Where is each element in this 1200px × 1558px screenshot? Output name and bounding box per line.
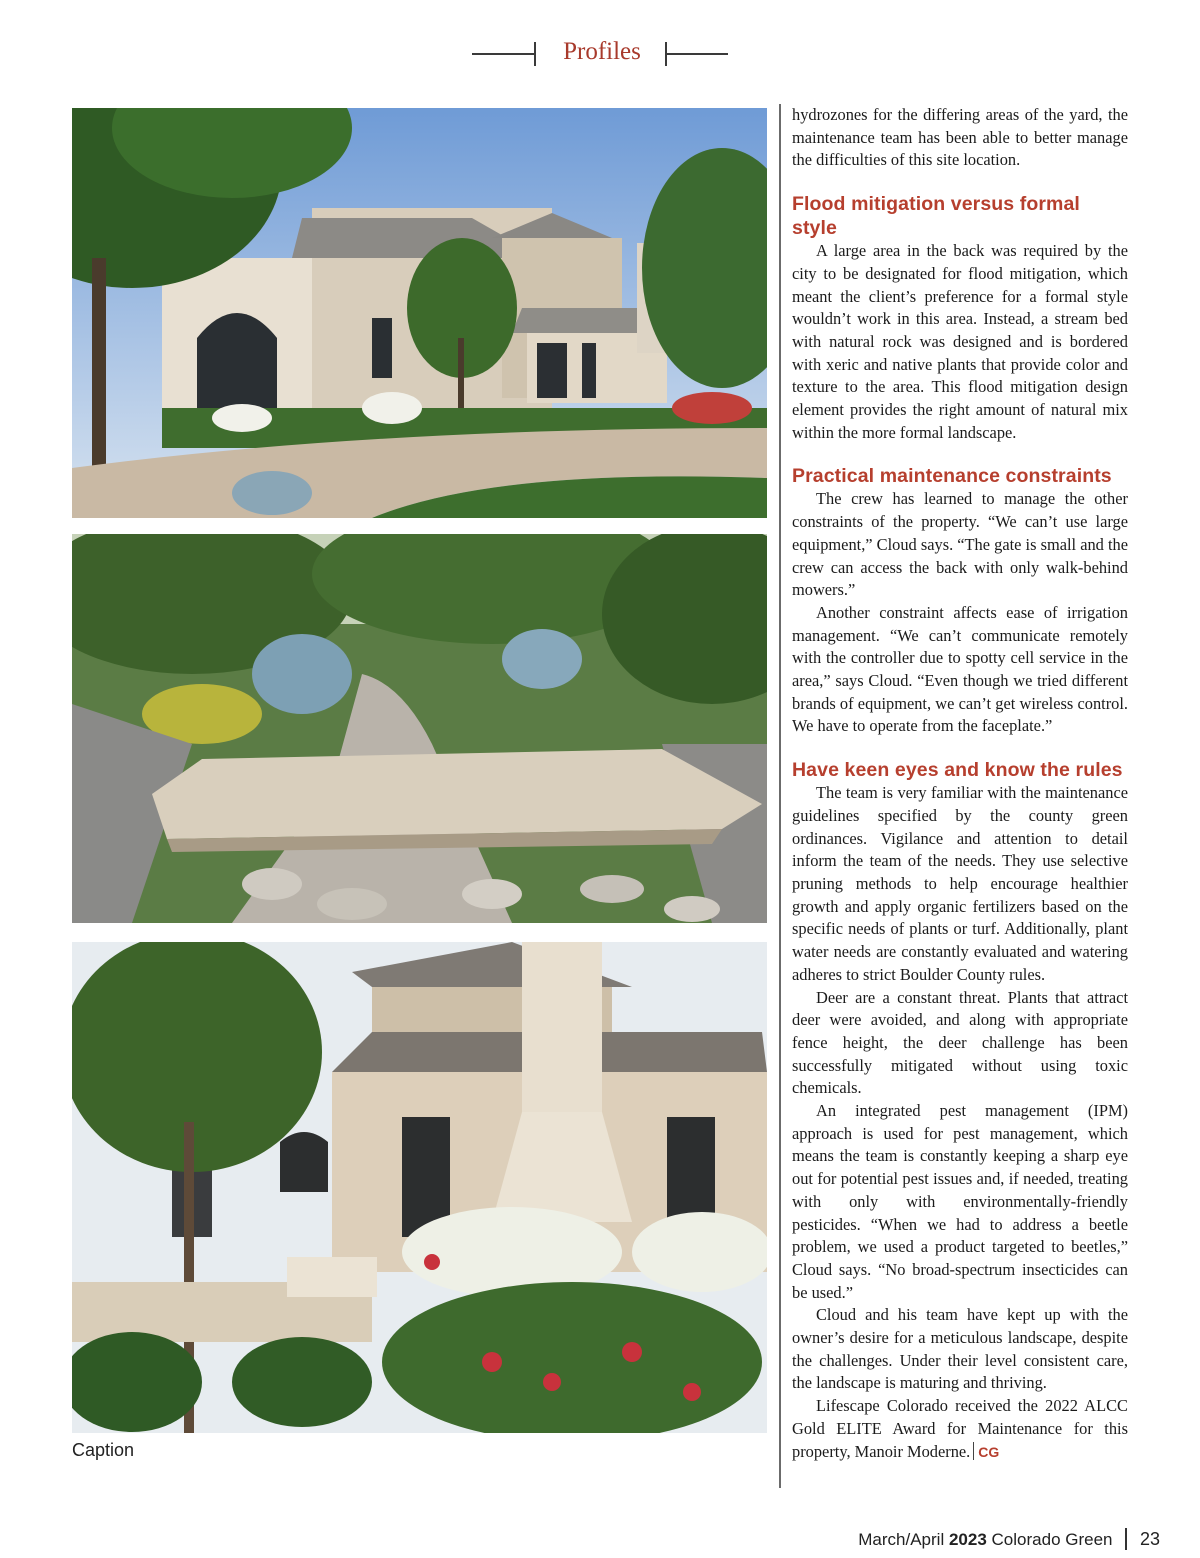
article-column xyxy=(792,104,1128,1463)
paragraph: An integrated pest management (IPM) approach is used for pest management, which means the team is constantly keeping a sharp eye out for potential pest issues and, if needed, treating with only with environmentally-friendly pesticides. “When we had to address a beetle problem, we used a product targeted to beetles,” Cloud says. “No broad-spectrum insecticides can be used.” xyxy=(792,1101,1128,1302)
section-title: Profiles xyxy=(563,38,641,65)
footer-separator xyxy=(1125,1528,1127,1550)
signoff-bar xyxy=(973,1442,974,1460)
photo-caption: Caption xyxy=(72,1440,135,1460)
photo-stream-bed xyxy=(72,534,767,923)
paragraph: Another constraint affects ease of irrigation management. “We can’t communicate remotely with the controller due to spotty cell service in the area,” says Cloud. “Even though we tried different brands of equipment, we can’t get wireless control. We have to operate from the faceplate.” xyxy=(792,602,1128,736)
paragraph: Cloud and his team have kept up with the owner’s desire for a meticulous landscape, despite the challenges. Under their level consistent care, the landscape is maturing and thriving. xyxy=(792,1305,1128,1393)
footer-year: 2023 xyxy=(948,1530,987,1549)
page-header xyxy=(0,36,1200,72)
footer-magazine: Colorado Green xyxy=(991,1530,1113,1549)
subheading: Flood mitigation versus formal style xyxy=(792,193,1080,240)
paragraph: The crew has learned to manage the other constraints of the property. “We can’t use large equipment,” Cloud says. “The gate is small and the crew can access the back with only walk-behind mowers.” xyxy=(792,489,1128,600)
page-footer xyxy=(700,1528,1160,1550)
subheading: Have keen eyes and know the rules xyxy=(792,759,1123,782)
page-number: 23 xyxy=(1139,1529,1160,1549)
header-tick-left xyxy=(534,42,536,66)
paragraph: Deer are a constant threat. Plants that attract deer were avoided, and along with appropriate fence height, the deer challenge has been successfully mitigated without using toxic chemicals. xyxy=(792,987,1128,1098)
footer-issue: March/April xyxy=(858,1530,945,1549)
paragraph: The team is very familiar with the maintenance guidelines specified by the county green ordinances. Vigilance and attention to detail inform the team of the needs. They use selective pruning methods to help encourage healthier growth and apply organic fertilizers based on the specific needs of plants or turf. Additionally, plant water needs are constantly evaluated and watering adheres to strict Boulder County rules. xyxy=(792,783,1128,984)
paragraph: A large area in the back was required by the city to be designated for flood mitigation, which meant the client’s preference for a formal style wouldn’t work in this area. Instead, a stream bed with natural rock was designed and is bordered with xeric and native plants that provide color and texture to the area. This flood mitigation design element provides the right amount of natural mix within the more formal landscape. xyxy=(792,241,1128,442)
photo-house-side xyxy=(72,942,767,1433)
subheading: Practical maintenance constraints xyxy=(792,465,1112,488)
final-paragraph xyxy=(792,1395,1128,1463)
column-divider xyxy=(779,104,781,1488)
signoff-mark: CG xyxy=(978,1443,1000,1460)
header-rule-right xyxy=(666,53,728,55)
header-rule-left xyxy=(472,53,536,55)
paragraph: hydrozones for the differing areas of the yard, the maintenance team has been able to better manage the difficulties of this site location. xyxy=(792,105,1128,170)
photo-house-front xyxy=(72,108,767,518)
final-paragraph-text: Lifescape Colorado received the 2022 ALCC Gold ELITE Award for Maintenance for this property, Manoir Moderne. xyxy=(792,1396,1128,1461)
